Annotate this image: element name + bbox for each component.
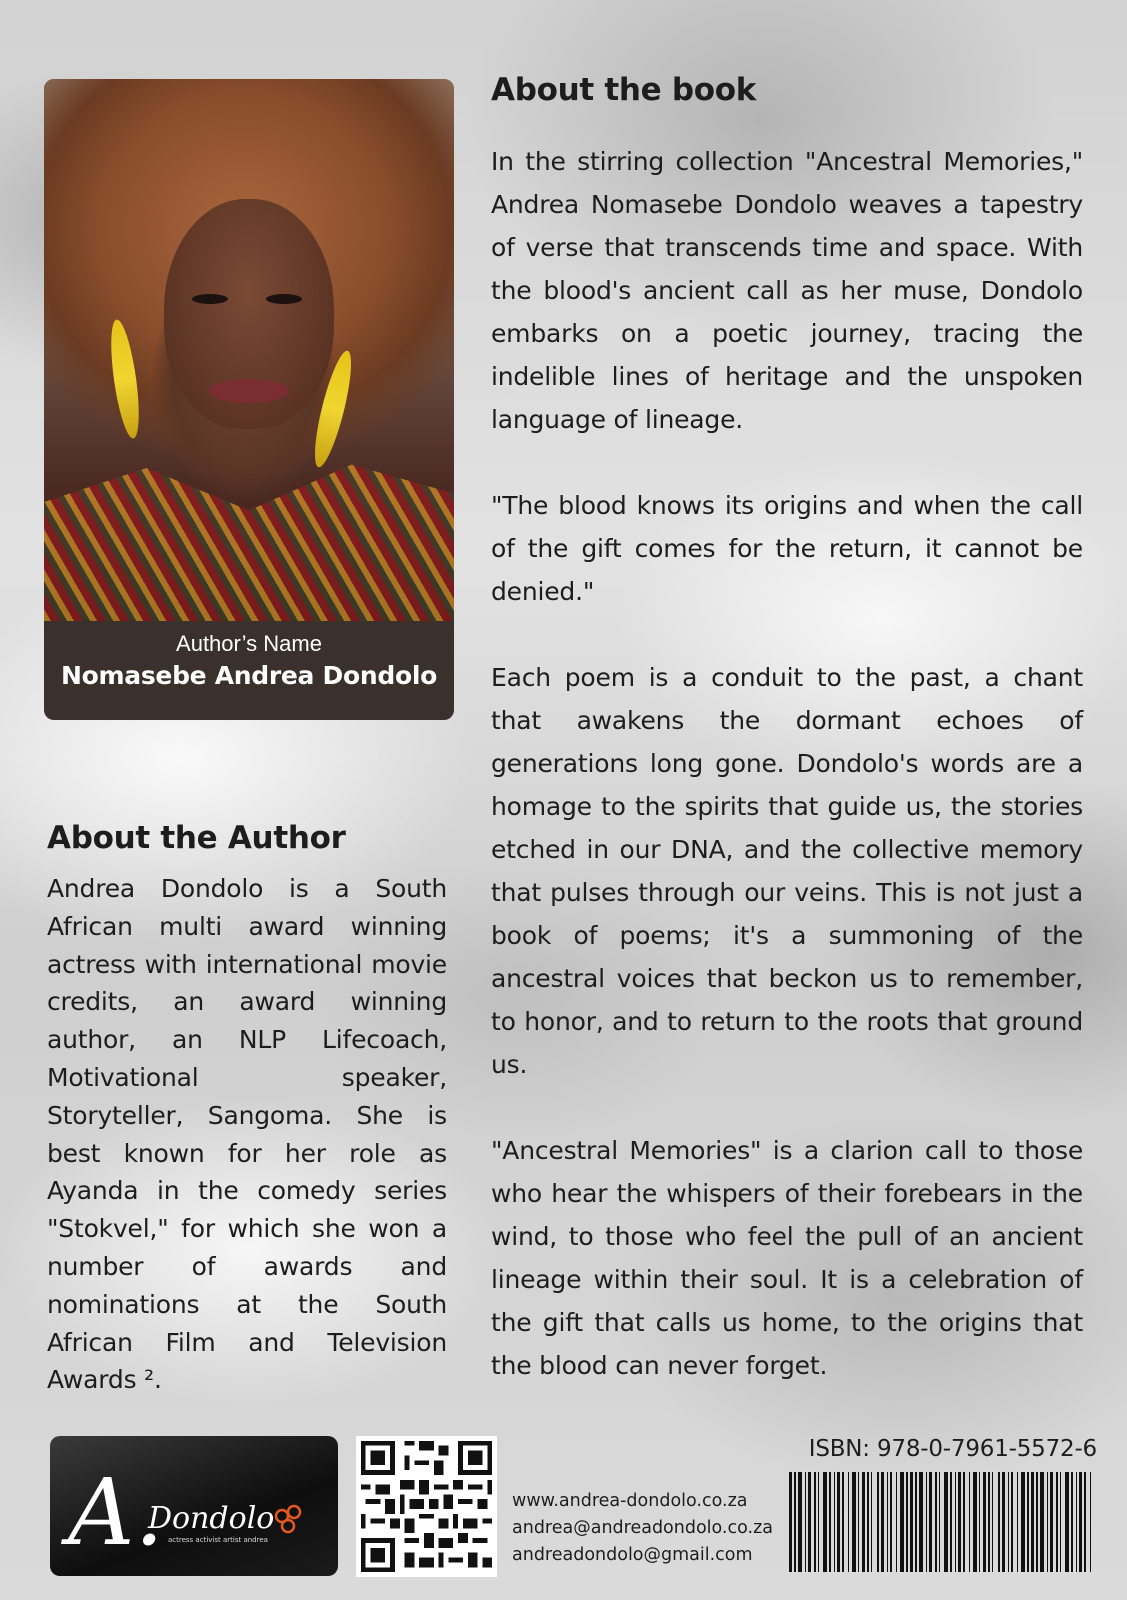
email-link-primary[interactable]: andrea@andreadondolo.co.za (512, 1518, 773, 1538)
barcode-bar (818, 1472, 819, 1572)
barcode-bar (823, 1472, 827, 1572)
author-name: Nomasebe Andrea Dondolo (61, 661, 437, 690)
contact-info (512, 1488, 773, 1569)
barcode-bar (789, 1472, 792, 1572)
about-book-paragraph-3: Each poem is a conduit to the past, a chant that awakens the dormant echoes of generations long gone. Dondolo's words are a homage to the spirits that guide us, the stories etched in our DNA, and the collective memory that pulses through our veins. This is not just a book of poems; it's a summoning of the ancestral voices that beckon us to remember, to honor, and to return to the roots that ground us. (491, 663, 1083, 1079)
barcode-bar (1079, 1472, 1082, 1572)
barcode-bar (890, 1472, 892, 1572)
barcode-bar (988, 1472, 990, 1572)
barcode-bar (926, 1472, 927, 1572)
author-garment (44, 451, 454, 621)
author-eye-left (192, 294, 228, 304)
logo-tagline: actress activist artist andrea (168, 1536, 268, 1544)
email-link-secondary[interactable]: andreadondolo@gmail.com (512, 1545, 753, 1565)
barcode-bar (852, 1472, 856, 1572)
barcode-bar (1065, 1472, 1069, 1572)
isbn-number: ISBN: 978-0-7961-5572-6 (808, 1436, 1097, 1462)
author-name-label (44, 621, 454, 720)
barcode-bar (1076, 1472, 1077, 1572)
website-link[interactable]: www.andrea-dondolo.co.za (512, 1491, 748, 1511)
barcode-bar (998, 1472, 1000, 1572)
barcode-bar (887, 1472, 888, 1572)
about-book-paragraph-2: "The blood knows its origins and when the call of the gift comes for the return, it cannot be denied." (491, 491, 1083, 606)
barcode-bar (919, 1472, 923, 1572)
about-book-body (491, 140, 1083, 1430)
barcode-bar (871, 1472, 872, 1572)
barcode-bar (1011, 1472, 1013, 1572)
qr-code (356, 1436, 497, 1577)
author-name-caption: Author’s Name (176, 631, 322, 656)
author-eye-right (266, 294, 302, 304)
barcode-bar (814, 1472, 816, 1572)
author-lips (209, 379, 289, 403)
barcode-bar (983, 1472, 986, 1572)
barcode (787, 1472, 1097, 1572)
barcode-bar (973, 1472, 977, 1572)
barcode-bar (1050, 1472, 1053, 1572)
barcode-bar (1017, 1472, 1018, 1572)
barcode-bar (1060, 1472, 1061, 1572)
barcode-bar (910, 1472, 913, 1572)
barcode-bar (1036, 1472, 1038, 1572)
barcode-bar (1047, 1472, 1048, 1572)
barcode-bar (1002, 1472, 1005, 1572)
barcode-bar (1040, 1472, 1044, 1572)
about-book-heading: About the book (491, 72, 757, 108)
barcode-bar (862, 1472, 865, 1572)
barcode-bar (881, 1472, 884, 1572)
barcode-bar (944, 1472, 948, 1572)
barcode-bar (867, 1472, 869, 1572)
logo-wordmark: Dondolo (148, 1501, 275, 1536)
barcode-bar (877, 1472, 879, 1572)
barcode-bar (935, 1472, 937, 1572)
barcode-bar (955, 1472, 956, 1572)
barcode-bar (896, 1472, 897, 1572)
author-photo (44, 79, 454, 621)
barcode-bar (805, 1472, 806, 1572)
logo-ring-3 (282, 1520, 294, 1532)
barcode-bar (915, 1472, 917, 1572)
barcode-bar (794, 1472, 796, 1572)
about-book-paragraph-1: In the stirring collection "Ancestral Memories," Andrea Nomasebe Dondolo weaves a tapestry of verse that transcends time and space. With the blood's ancient call as her muse, Dondolo embarks on a poetic journey, tracing the indelible lines of heritage and the unspoken language of lineage. (491, 147, 1083, 434)
about-book-paragraph-4: "Ancestral Memories" is a clarion call to those who hear the whispers of their forebears in the wind, to those who feel the pull of an ancient lineage within their soul. It is a celebration of the gift that calls us home, to the origins that the blood can never forget. (491, 1136, 1083, 1380)
barcode-bar (1056, 1472, 1058, 1572)
barcode-bar (848, 1472, 849, 1572)
barcode-bar (798, 1472, 802, 1572)
barcode-bar (808, 1472, 811, 1572)
dondolo-logo (50, 1436, 338, 1576)
barcode-bar (1084, 1472, 1086, 1572)
barcode-bar (969, 1472, 970, 1572)
barcode-bar (829, 1472, 831, 1572)
barcode-bar (979, 1472, 980, 1572)
barcode-bar (837, 1472, 840, 1572)
barcode-bar (1027, 1472, 1029, 1572)
logo-ring-2 (288, 1506, 300, 1518)
barcode-bar (929, 1472, 932, 1572)
barcode-bar (1021, 1472, 1025, 1572)
barcode-bar (900, 1472, 904, 1572)
barcode-bar (963, 1472, 965, 1572)
barcode-bar (1090, 1472, 1091, 1572)
barcode-bar (1071, 1472, 1073, 1572)
barcode-bar (858, 1472, 859, 1572)
barcode-bar (950, 1472, 952, 1572)
barcode-bar (992, 1472, 993, 1572)
about-author-body: Andrea Dondolo is a South African multi award winning actress with international movie credits, an award winning author, an NLP Lifecoach, Motivational speaker, Storyteller, Sangoma. She is best known for her role as Ayanda in the comedy series "Stokvel," for which she won a number of awards and nominations at the South African Film and Television Awards ². (47, 874, 447, 1395)
barcode-bar (958, 1472, 961, 1572)
barcode-bar (906, 1472, 908, 1572)
author-photo-card (44, 79, 454, 720)
about-author-heading: About the Author (47, 820, 346, 856)
barcode-bar (834, 1472, 835, 1572)
dondolo-logo-mark (50, 1436, 338, 1576)
barcode-bar (842, 1472, 844, 1572)
barcode-bar (1008, 1472, 1009, 1572)
barcode-bar (939, 1472, 940, 1572)
barcode-bar (1031, 1472, 1034, 1572)
earring-left (106, 318, 144, 440)
logo-initial: A. (68, 1459, 164, 1566)
